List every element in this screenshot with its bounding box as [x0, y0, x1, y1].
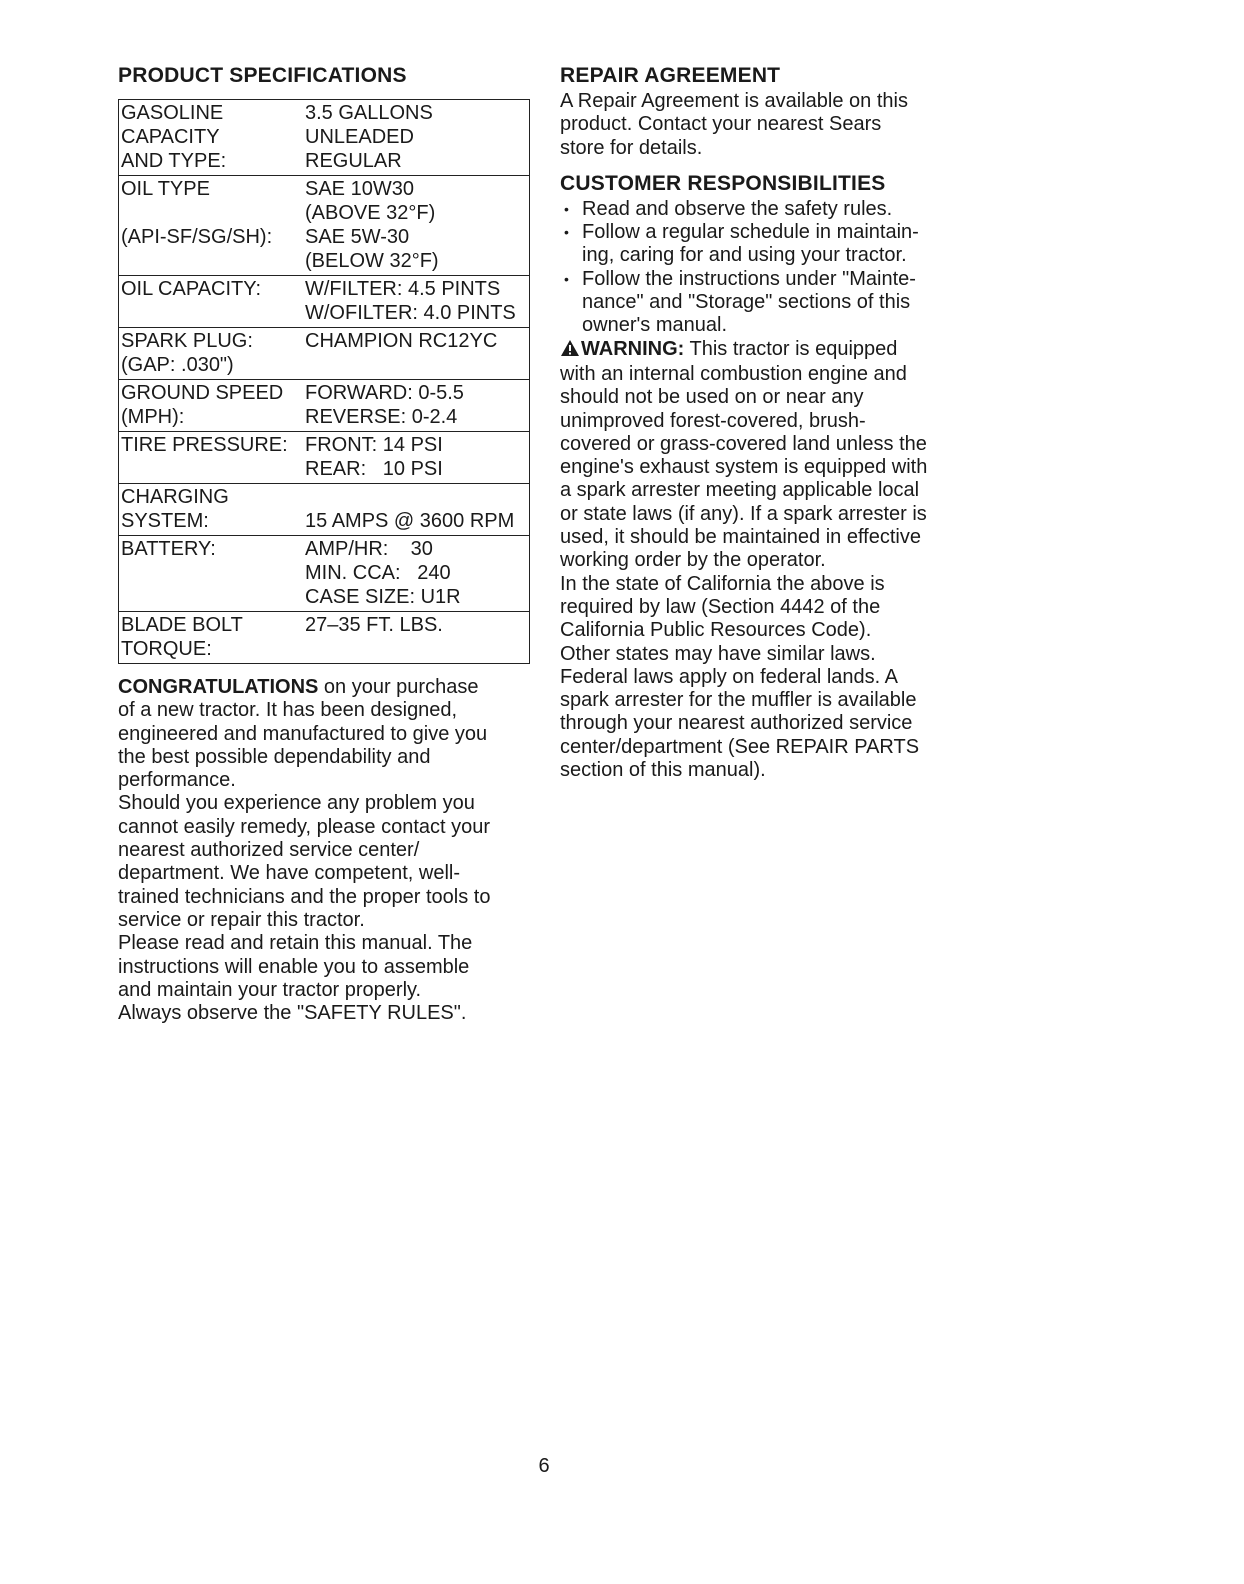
spec-value-line: 15 AMPS @ 3600 RPM [305, 510, 515, 532]
repair-line: product. Contact your nearest Sears [560, 113, 882, 136]
spec-value-line: AMP/HR: 30 [305, 538, 433, 560]
list-item [560, 221, 980, 268]
spec-label-line: OIL TYPE [121, 178, 210, 200]
congratulations-line: service or repair this tractor. [118, 908, 365, 931]
right-column [560, 62, 980, 782]
spec-value-line: 3.5 GALLONS [305, 102, 433, 124]
warning-line: In the state of California the above is [560, 572, 885, 595]
spec-value-line: MIN. CCA: 240 [305, 562, 451, 584]
spec-value-line: UNLEADED [305, 126, 414, 148]
warning-line: or state laws (if any). If a spark arrester is [560, 502, 927, 525]
spec-value-cell [303, 100, 530, 176]
spec-value-cell [303, 176, 530, 276]
repair-line: store for details. [560, 136, 703, 159]
spec-label-cell [119, 100, 304, 176]
congratulations-line: Always observe the "SAFETY RULES". [118, 1002, 467, 1025]
spec-value-cell [303, 536, 530, 612]
warning-triangle-icon [560, 339, 580, 363]
spec-label-line: OIL CAPACITY: [121, 278, 262, 300]
page-number: 6 [538, 1455, 550, 1477]
warning-line: covered or grass-covered land unless the [560, 432, 927, 455]
customer-responsibilities-heading: CUSTOMER RESPONSIBILITIES [560, 171, 886, 195]
congratulations-line: cannot easily remedy, please contact your [118, 815, 491, 838]
spec-value-line: REVERSE: 0-2.4 [305, 406, 458, 428]
spec-label-line: (MPH): [121, 406, 185, 428]
spec-label-line: SYSTEM: [121, 510, 209, 532]
congratulations-lead: CONGRATULATIONS [118, 676, 319, 698]
spec-value-line: FRONT: 14 PSI [305, 434, 443, 456]
congratulations-line: nearest authorized service center/ [118, 839, 420, 862]
congratulations-line: the best possible dependability and [118, 745, 431, 768]
table-row [119, 380, 530, 432]
spec-value-line: SAE 10W30 [305, 178, 414, 200]
spec-label-line: GASOLINE [121, 102, 224, 124]
congratulations-line: Please read and retain this manual. The [118, 932, 473, 955]
table-row [119, 612, 530, 664]
table-row [119, 328, 530, 380]
warning-line: spark arrester for the muffler is available [560, 689, 917, 712]
specifications-table [118, 99, 530, 664]
repair-agreement-heading: REPAIR AGREEMENT [560, 64, 781, 87]
bullet-icon: • [564, 200, 569, 217]
spec-value-line: FORWARD: 0-5.5 [305, 382, 464, 404]
bullet-icon: • [564, 270, 569, 287]
spec-value-line: 27–35 FT. LBS. [305, 614, 443, 636]
spec-label-cell [119, 328, 304, 380]
warning-label: WARNING: [581, 337, 685, 360]
spec-label-line: AND TYPE: [121, 150, 227, 172]
bullet-line: ing, caring for and using your tractor. [582, 244, 907, 267]
spec-label-line: BATTERY: [121, 538, 216, 560]
warning-line: California Public Resources Code). [560, 619, 872, 642]
table-row [119, 536, 530, 612]
spec-value-line: CASE SIZE: U1R [305, 586, 461, 608]
table-row [119, 176, 530, 276]
left-column [118, 62, 534, 1025]
warning-line: a spark arrester meeting applicable local [560, 479, 920, 502]
spec-value-line: W/OFILTER: 4.0 PINTS [305, 302, 516, 324]
spec-label-line: CHARGING [121, 486, 229, 508]
warning-line: through your nearest authorized service [560, 712, 913, 735]
spec-label-cell [119, 484, 304, 536]
spec-label-cell [119, 612, 304, 664]
spec-value-line: SAE 5W-30 [305, 226, 410, 248]
warning-line: section of this manual). [560, 759, 766, 782]
warning-paragraph [560, 338, 980, 783]
spec-value-cell [303, 484, 530, 536]
spec-label-line: GROUND SPEED [121, 382, 284, 404]
warning-line: engine's exhaust system is equipped with [560, 456, 928, 479]
spec-value-line [305, 485, 527, 509]
spec-value-line: W/FILTER: 4.5 PINTS [305, 278, 501, 300]
spec-label-cell [119, 276, 304, 328]
table-row [119, 276, 530, 328]
spec-label-line: SPARK PLUG: [121, 330, 253, 352]
congratulations-section [118, 676, 534, 1025]
warning-line: This tractor is equipped [684, 337, 898, 360]
warning-line: should not be used on or near any [560, 386, 864, 409]
warning-line: used, it should be maintained in effective [560, 526, 921, 549]
spec-value-line: REAR: 10 PSI [305, 458, 443, 480]
bullet-line: nance" and "Storage" sections of this [582, 291, 911, 314]
spec-value-line: (ABOVE 32°F) [305, 202, 436, 224]
warning-line: Other states may have similar laws. [560, 642, 876, 665]
spec-label-line: BLADE BOLT [121, 614, 243, 636]
spec-label-line [121, 249, 301, 273]
congratulations-line: and maintain your tractor properly. [118, 978, 422, 1001]
bullet-line: Follow the instructions under "Mainte- [582, 267, 916, 290]
congratulations-paragraph [118, 676, 534, 1025]
congratulations-line: engineered and manufactured to give you [118, 722, 488, 745]
spec-label-line: (API-SF/SG/SH): [121, 226, 273, 248]
spec-value-line: (BELOW 32°F) [305, 250, 439, 272]
congratulations-line: of a new tractor. It has been designed, [118, 699, 458, 722]
spec-label-line: CAPACITY [121, 126, 220, 148]
warning-line: Federal laws apply on federal lands. A [560, 665, 898, 688]
table-row [119, 484, 530, 536]
bullet-line: Read and observe the safety rules. [582, 197, 893, 220]
spec-value-cell [303, 380, 530, 432]
repair-line: A Repair Agreement is available on this [560, 90, 908, 112]
congratulations-line: on your purchase [318, 676, 479, 698]
product-specifications-heading: PRODUCT SPECIFICATIONS [118, 64, 407, 87]
congratulations-line: trained technicians and the proper tools to [118, 885, 491, 908]
responsibilities-list [560, 198, 980, 338]
warning-line: working order by the operator. [560, 549, 826, 572]
spec-label-cell [119, 432, 304, 484]
spec-value-cell [303, 612, 530, 664]
congratulations-line: instructions will enable you to assemble [118, 955, 470, 978]
table-row [119, 432, 530, 484]
list-item [560, 268, 980, 338]
warning-line: with an internal combustion engine and [560, 362, 907, 385]
congratulations-line: department. We have competent, well- [118, 862, 461, 885]
spec-label-cell [119, 536, 304, 612]
spec-label-line: TORQUE: [121, 638, 212, 660]
spec-label-line: (GAP: .030") [121, 354, 234, 376]
spec-label-line [121, 201, 301, 225]
warning-line: unimproved forest-covered, brush- [560, 409, 866, 432]
warning-line: center/department (See REPAIR PARTS [560, 735, 920, 758]
warning-line: required by law (Section 4442 of the [560, 595, 881, 618]
table-row [119, 100, 530, 176]
spec-value-cell [303, 276, 530, 328]
congratulations-line: performance. [118, 769, 236, 792]
bullet-icon: • [564, 224, 569, 241]
bullet-line: Follow a regular schedule in maintain- [582, 221, 919, 244]
spec-value-line: CHAMPION RC12YC [305, 330, 498, 352]
spec-value-cell [303, 432, 530, 484]
spec-label-line: TIRE PRESSURE: [121, 434, 288, 456]
spec-label-cell [119, 176, 304, 276]
congratulations-line: Should you experience any problem you [118, 792, 475, 815]
spec-value-line: REGULAR [305, 150, 402, 172]
spec-label-cell [119, 380, 304, 432]
spec-value-cell [303, 328, 530, 380]
list-item [560, 198, 980, 221]
bullet-line: owner's manual. [582, 314, 727, 337]
repair-agreement-paragraph [560, 90, 980, 160]
